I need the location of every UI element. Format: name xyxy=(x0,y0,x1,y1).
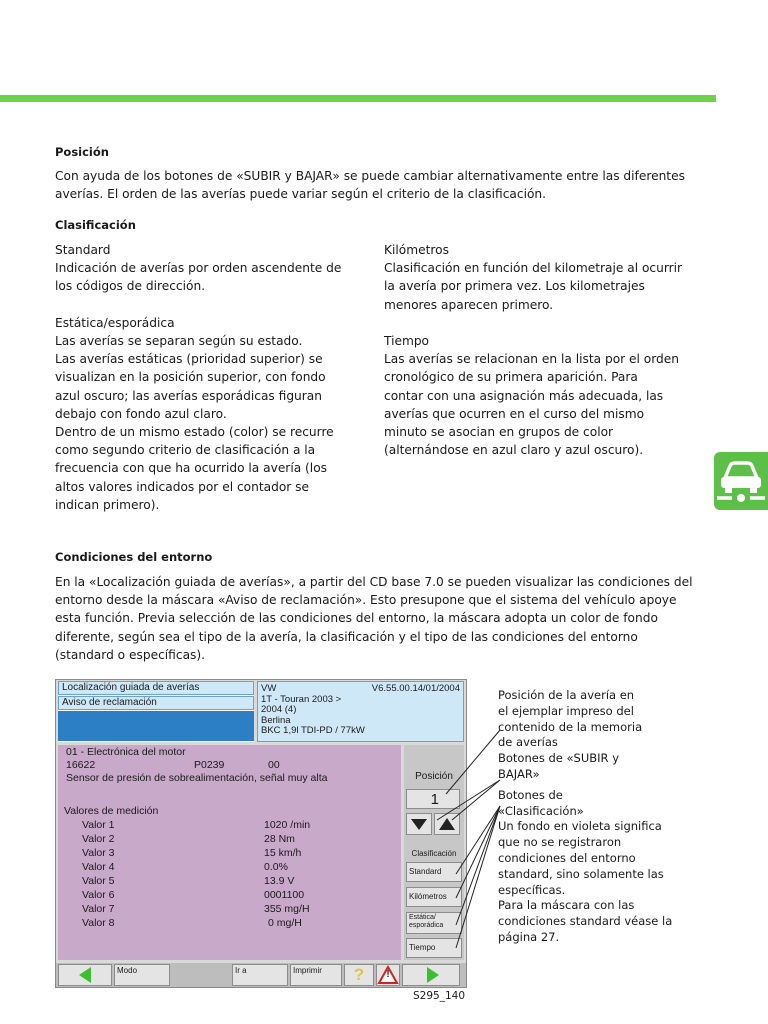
fault-status: 00 xyxy=(268,759,280,771)
classification-label: Clasificación xyxy=(411,849,457,858)
measure-value: 28 Nm xyxy=(264,833,295,845)
screen-title-row[interactable]: Localización guiada de averías xyxy=(58,681,254,695)
heading-environment: Condiciones del entorno xyxy=(55,550,213,564)
mode-button[interactable]: Modo xyxy=(114,964,170,986)
screen-subtitle-row[interactable]: Aviso de reclamación xyxy=(58,696,254,710)
position-label: Posición xyxy=(415,771,453,782)
vehicle-line-3: Berlina xyxy=(261,714,291,726)
fault-pcode: P0239 xyxy=(194,759,225,771)
measure-label: Valor 5 xyxy=(82,875,115,887)
callout-up-down: Botones de «SUBIR y BAJAR» xyxy=(498,751,619,781)
goto-button[interactable]: Ir a xyxy=(232,964,288,986)
measure-label: Valor 4 xyxy=(82,861,115,873)
vehicle-line-2: 2004 (4) xyxy=(261,704,297,715)
measure-value: 13.9 V xyxy=(264,875,295,887)
measures-title: Valores de medición xyxy=(64,805,159,817)
callout-violet: Un fondo en violeta significa que no se registraron condiciones del entorno standard, sino solamente las específicas. Para la máscara con las condiciones standard véase la página 27. xyxy=(498,819,673,944)
sort-kilometers-button[interactable]: Kilómetros xyxy=(406,887,462,907)
sort-static-sporadic-button[interactable]: Estática/ esporádica xyxy=(406,912,462,934)
software-version: V6.55.00.14/01/2004 xyxy=(371,683,460,694)
module-name: 01 - Electrónica del motor xyxy=(66,746,186,758)
measure-value: 0001100 xyxy=(264,889,305,901)
heading-position: Posición xyxy=(55,145,109,159)
fault-text: Sensor de presión de sobrealimentación, señal muy alta xyxy=(66,772,328,784)
measure-label: Valor 3 xyxy=(82,847,115,859)
measure-label: Valor 2 xyxy=(82,833,115,845)
measure-label: Valor 1 xyxy=(82,819,115,831)
help-icon: ? xyxy=(353,965,365,984)
measure-value: 0.0% xyxy=(264,861,288,873)
fault-code: 16622 xyxy=(66,759,96,771)
measure-value: 0 mg/H xyxy=(268,917,302,929)
measure-value: 355 mg/H xyxy=(264,903,310,915)
sort-time-button[interactable]: Tiempo xyxy=(406,938,462,958)
sort-standard-button[interactable]: Standard xyxy=(406,862,462,882)
measure-label: Valor 7 xyxy=(82,903,115,915)
measure-value: 1020 /min xyxy=(264,819,311,831)
figure-id: S295_140 xyxy=(413,990,465,1002)
classification-right-text: Kilómetros Clasificación en función del kilometraje al ocurrir la avería por primera vez. Los kilometrajes menores aparecen primero. Tiempo Las averías se relacionan en la lista por el orden cronológico de su primera aparición. Para contar con una asignación más adecuada, las averías que ocurren en el curso del mismo minuto se asocian en grupos de color (alternándose en azul claro y azul oscuro). xyxy=(384,243,683,458)
measure-label: Valor 6 xyxy=(82,889,115,901)
vehicle-line-4: BKC 1,9l TDI-PD / 77kW xyxy=(261,725,365,736)
print-button[interactable]: Imprimir xyxy=(290,964,342,986)
measure-label: Valor 8 xyxy=(82,917,115,929)
callout-classification: Botones de «Clasificación» xyxy=(498,787,584,818)
callout-position: Posición de la avería en el ejemplar impreso del contenido de la memoria de averías xyxy=(498,688,643,750)
vehicle-brand: VW xyxy=(261,683,277,694)
heading-classification: Clasificación xyxy=(55,218,136,232)
callouts xyxy=(498,688,688,946)
position-counter: 1 xyxy=(406,789,460,809)
measure-value: 15 km/h xyxy=(264,847,302,859)
position-text: Con ayuda de los botones de «SUBIR y BAJAR» se puede cambiar alternativamente entre las diferentes averías. El orden de las averías puede variar según el criterio de la clasificación. xyxy=(55,169,685,202)
environment-text: En la «Localización guiada de averías», a partir del CD base 7.0 se pueden visualizar las condiciones del entorno desde la máscara «Aviso de reclamación». Esto presupone que el sistema del vehículo apoye esta función. Previa selección de las condiciones del entorno, la máscara adopta un color de fondo diferente, según sea el tipo de la avería, la clasificación y el tipo de las condiciones del entorno (standard o específicas). xyxy=(55,575,693,662)
classification-left-text: Standard Indicación de averías por orden ascendente de los códigos de dirección. Estática/esporádica Las averías se separan según su estado. Las averías estáticas (prioridad superior) se visualizan en la posición superior, con fondo azul oscuro; las averías esporádicas figuran debajo con fondo azul claro. Dentro de un mismo estado (color) se recurre como segundo criterio de clasificación a la frecuencia con que ha ocurrido la avería (los altos valores indicados por el contador se indican primero). xyxy=(55,243,342,512)
warning-icon-glyph: ! xyxy=(386,969,390,980)
vehicle-line-1: 1T - Touran 2003 > xyxy=(261,693,342,705)
